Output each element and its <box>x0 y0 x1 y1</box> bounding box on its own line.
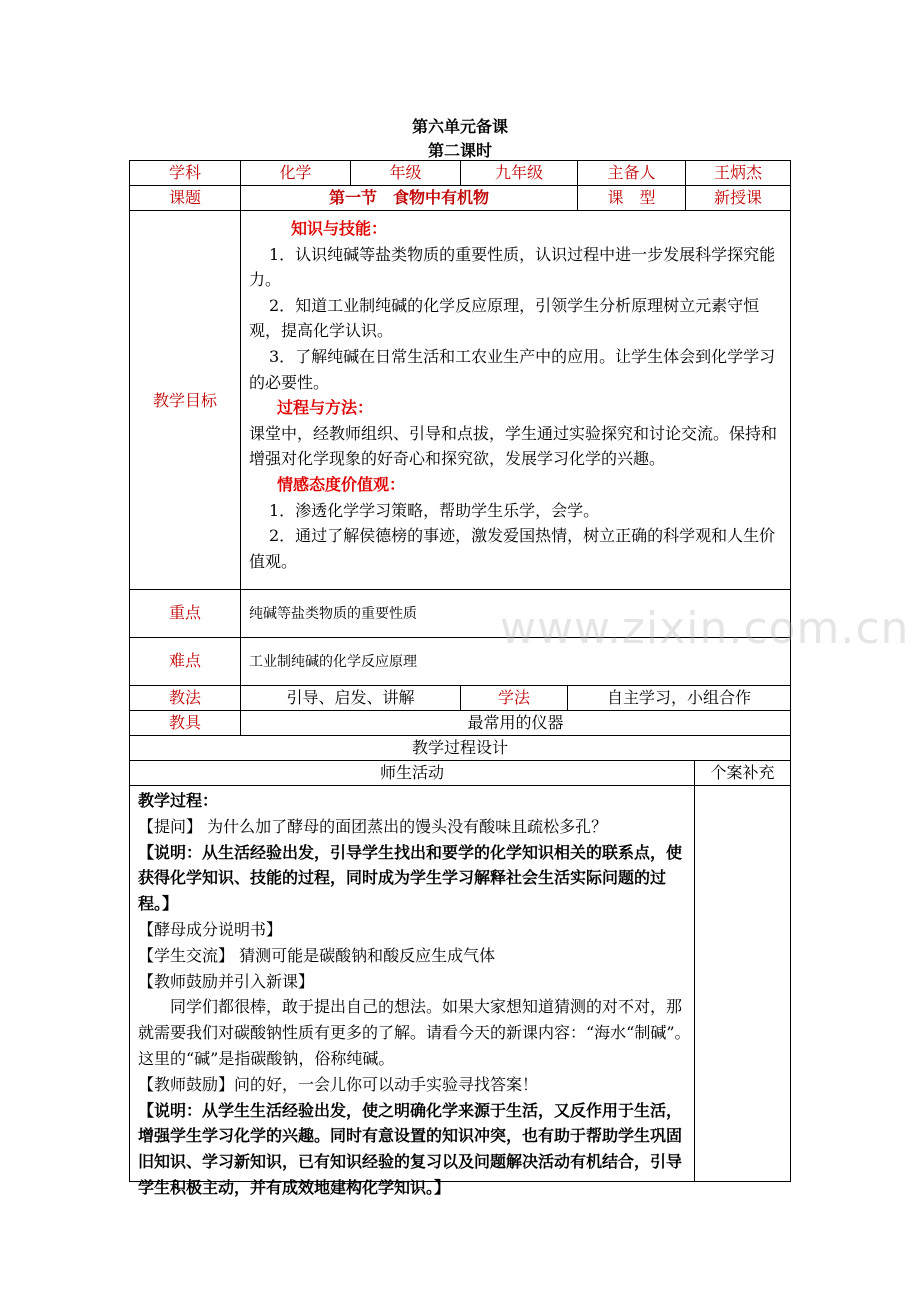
page-title: 第六单元备课 <box>411 117 508 136</box>
page-subtitle: 第二课时 <box>427 141 492 160</box>
objectives-content <box>249 216 789 574</box>
difficulty-label: 难点 <box>168 651 201 670</box>
watermark: www.zixin.com.cn <box>500 603 910 654</box>
yeast-text: 【酵母成分说明书】 <box>138 919 283 939</box>
teaching-method-label: 教法 <box>168 688 201 707</box>
process-text: 课堂中，经教师组织、引导和点拔，学生通过实验探究和讨论交流。保持和增强对化学现象的好奇心和探究欲，发展学习化学的兴趣。 <box>249 423 778 469</box>
design-header: 教学过程设计 <box>411 738 508 757</box>
note-text: 【说明：从学生生活经验出发，使之明确化学来源于生活，又反作用于生活，增强学生学习化学的兴趣。同时有意设置的知识冲突，也有助于帮助学生巩固旧知识、学习新知识，已有知识经验的复习以及问题解决活动有机结合，引导学生积极主动，并有成效地建构化学知识。】 <box>138 1100 683 1197</box>
tools-label: 教具 <box>168 713 201 732</box>
process-heading-text: 教学过程： <box>138 791 219 810</box>
knowledge-item: 1．认识纯碱等盐类物质的重要性质，认识过程中进一步发展科学探究能力。 <box>249 244 776 290</box>
knowledge-item: 3．了解纯碱在日常生活和工农业生产中的应用。让学生体会到化学学习的必要性。 <box>249 346 776 392</box>
lesson-type-value: 新授课 <box>713 188 762 207</box>
exchange-text: 【学生交流】 猜测可能是碳酸钠和酸反应生成气体 <box>138 945 496 965</box>
preparer-value: 王炳杰 <box>713 163 762 182</box>
tools-value: 最常用的仪器 <box>467 713 564 732</box>
process-heading: 过程与方法： <box>277 398 374 418</box>
question-text: 【提问】 为什么加了酵母的面团蒸出的馒头没有酸味且疏松多孔？ <box>138 816 608 836</box>
learning-method-value: 自主学习，小组合作 <box>606 688 751 707</box>
grade-label: 年级 <box>389 163 422 182</box>
teaching-method-value: 引导、启发、讲解 <box>286 688 415 707</box>
intro-text: 同学们都很棒，敢于提出自己的想法。如果大家想知道猜测的对不对，那就需要我们对碳酸钠性质有更多的了解。请看今天的新课内容：“海水“制碱”。这里的“碱”是指碳酸钠，俗称纯碱。 <box>138 997 691 1068</box>
encourage-text: 【教师鼓励】问的好，一会儿你可以动手实验寻找答案！ <box>138 1074 539 1094</box>
grade-value: 九年级 <box>494 163 543 182</box>
key-point-label: 重点 <box>168 603 201 622</box>
note-text: 【说明：从生活经验出发，引导学生找出和要学的化学知识相关的联系点，使获得化学知识、技能的过程，同时成为学生学习解释社会生活实际问题的过程。】 <box>138 842 683 914</box>
encourage-intro-text: 【教师鼓励并引入新课】 <box>138 971 315 991</box>
lesson-type-label: 课 型 <box>607 188 656 207</box>
process-content <box>138 788 694 1201</box>
subject-value: 化学 <box>279 163 312 182</box>
supplement-header: 个案补充 <box>710 763 775 782</box>
emotion-heading: 情感态度价值观： <box>277 474 406 494</box>
topic-label: 课题 <box>168 188 201 207</box>
topic-value: 第一节 食物中有机物 <box>328 188 489 207</box>
knowledge-item: 2．知道工业制纯碱的化学反应原理，引领学生分析原理树立元素守恒观，提高化学认识。 <box>249 295 760 341</box>
emotion-item: 1．渗透化学学习策略，帮助学生乐学，会学。 <box>269 500 600 520</box>
emotion-item: 2．通过了解侯德榜的事迹，激发爱国热情，树立正确的科学观和人生价值观。 <box>249 526 776 571</box>
preparer-label: 主备人 <box>607 163 656 182</box>
knowledge-heading: 知识与技能： <box>291 219 388 238</box>
objectives-label: 教学目标 <box>152 391 217 410</box>
difficulty-value: 工业制纯碱的化学反应原理 <box>249 654 417 670</box>
learning-method-label: 学法 <box>497 688 530 707</box>
activity-header: 师生活动 <box>379 763 444 782</box>
subject-label: 学科 <box>168 163 201 182</box>
key-point-value: 纯碱等盐类物质的重要性质 <box>249 606 417 622</box>
